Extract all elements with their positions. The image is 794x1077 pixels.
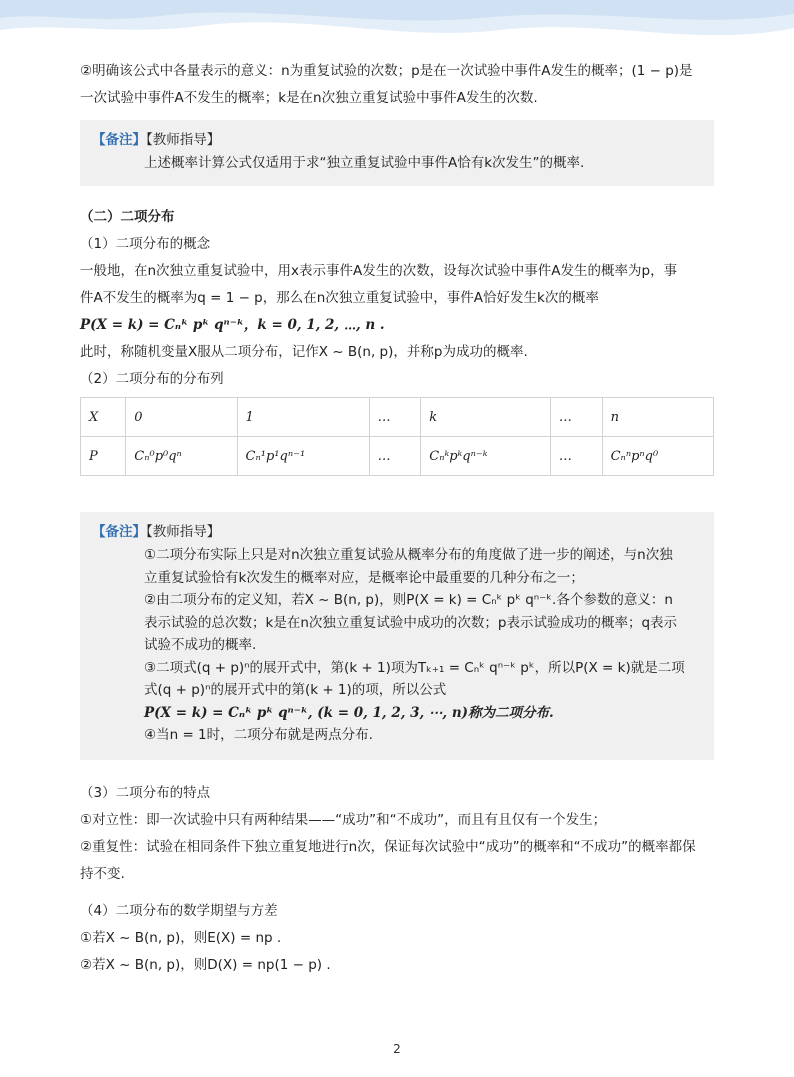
table-cell: 1: [237, 398, 369, 437]
intro-line-1: ②明确该公式中各量表示的意义：n为重复试验的次数；p是在一次试验中事件A发生的概率；(1 − p)是: [80, 63, 693, 79]
concept-line-3: 此时，称随机变量X服从二项分布，记作X ~ B(n, p)，并称p为成功的概率.: [80, 344, 528, 360]
note-line: 立重复试验恰有k次发生的概率对应，是概率论中最重要的几种分布之一；: [144, 569, 584, 586]
note-text: 上述概率计算公式仅适用于求“独立重复试验中事件A恰有k次发生”的概率.: [144, 155, 585, 171]
subsection-distribution: （2）二项分布的分布列: [80, 371, 224, 387]
table-cell: k: [421, 398, 551, 437]
section-title: （二）二项分布: [80, 209, 175, 225]
table-cell: …: [369, 437, 421, 476]
feature-opposition: ①对立性：即一次试验中只有两种结果——“成功”和“不成功”，而且有且仅有一个发生；: [80, 812, 607, 828]
table-cell: X: [81, 398, 126, 437]
note-title: 【教师指导】: [146, 524, 221, 540]
expectation-title: （4）二项分布的数学期望与方差: [80, 903, 278, 919]
concept-line-1: 一般地，在n次独立重复试验中，用x表示事件A发生的次数，设每次试验中事件A发生的概率为p，事: [80, 263, 678, 279]
expectation-formula: ①若X ~ B(n, p)，则E(X) = np .: [80, 930, 282, 946]
table-cell: P: [81, 437, 126, 476]
table-cell: …: [369, 398, 421, 437]
header-wave-decoration: [0, 0, 794, 60]
table-cell: …: [550, 437, 602, 476]
note-line: ③二项式(q + p)ⁿ的展开式中，第(k + 1)项为Tₖ₊₁ = Cₙᵏ qⁿ⁻ᵏ pᵏ，所以P(X = k)就是二项: [144, 659, 685, 676]
note-tag: 【备注】: [92, 132, 146, 148]
note-tag: 【备注】: [92, 524, 146, 540]
page-number: 2: [393, 1042, 401, 1056]
table-cell: Cₙᵏpᵏqⁿ⁻ᵏ: [421, 437, 551, 476]
table-row: [81, 437, 714, 476]
teacher-note-2: [80, 512, 714, 760]
note-formula: P(X = k) = Cₙᵏ pᵏ qⁿ⁻ᵏ, (k = 0, 1, 2, 3, ⋯, n)称为二项分布.: [144, 704, 554, 721]
variance-formula: ②若X ~ B(n, p)，则D(X) = np(1 − p) .: [80, 957, 331, 973]
table-cell: Cₙ¹p¹qⁿ⁻¹: [237, 437, 369, 476]
note-line: 表示试验的总次数；k是在n次独立重复试验中成功的次数；p表示试验成功的概率；q表示: [144, 614, 678, 631]
features-title: （3）二项分布的特点: [80, 785, 211, 801]
table-cell: n: [602, 398, 713, 437]
distribution-table: [80, 397, 714, 476]
table-cell: …: [550, 398, 602, 437]
binomial-formula: P(X = k) = Cₙᵏ pᵏ qⁿ⁻ᵏ，k = 0, 1, 2, ⋯, n .: [80, 317, 385, 333]
note-line: 试验不成功的概率.: [144, 637, 257, 653]
table-cell: 0: [126, 398, 237, 437]
feature-repetition-1: ②重复性：试验在相同条件下独立重复地进行n次，保证每次试验中“成功”的概率和“不成功”的概率都保: [80, 839, 696, 855]
note-title: 【教师指导】: [146, 132, 221, 148]
note-line: ②由二项分布的定义知，若X ~ B(n, p)，则P(X = k) = Cₙᵏ pᵏ qⁿ⁻ᵏ.各个参数的意义：n: [144, 592, 673, 608]
note-line: ①二项分布实际上只是对n次独立重复试验从概率分布的角度做了进一步的阐述，与n次独: [144, 547, 673, 563]
concept-line-2: 件A不发生的概率为q = 1 − p，那么在n次独立重复试验中，事件A恰好发生k次的概率: [80, 290, 599, 306]
table-row: [81, 398, 714, 437]
table-cell: Cₙⁿpⁿq⁰: [602, 437, 713, 476]
table-cell: Cₙ⁰p⁰qⁿ: [126, 437, 237, 476]
subsection-concept: （1）二项分布的概念: [80, 236, 211, 252]
note-line: ④当n = 1时，二项分布就是两点分布.: [144, 727, 373, 743]
intro-line-2: 一次试验中事件A不发生的概率；k是在n次独立重复试验中事件A发生的次数.: [80, 90, 538, 106]
note-line: 式(q + p)ⁿ的展开式中的第(k + 1)的项，所以公式: [144, 682, 447, 698]
document-body: [80, 58, 714, 979]
feature-repetition-2: 持不变.: [80, 866, 125, 882]
teacher-note-1: [80, 120, 714, 186]
